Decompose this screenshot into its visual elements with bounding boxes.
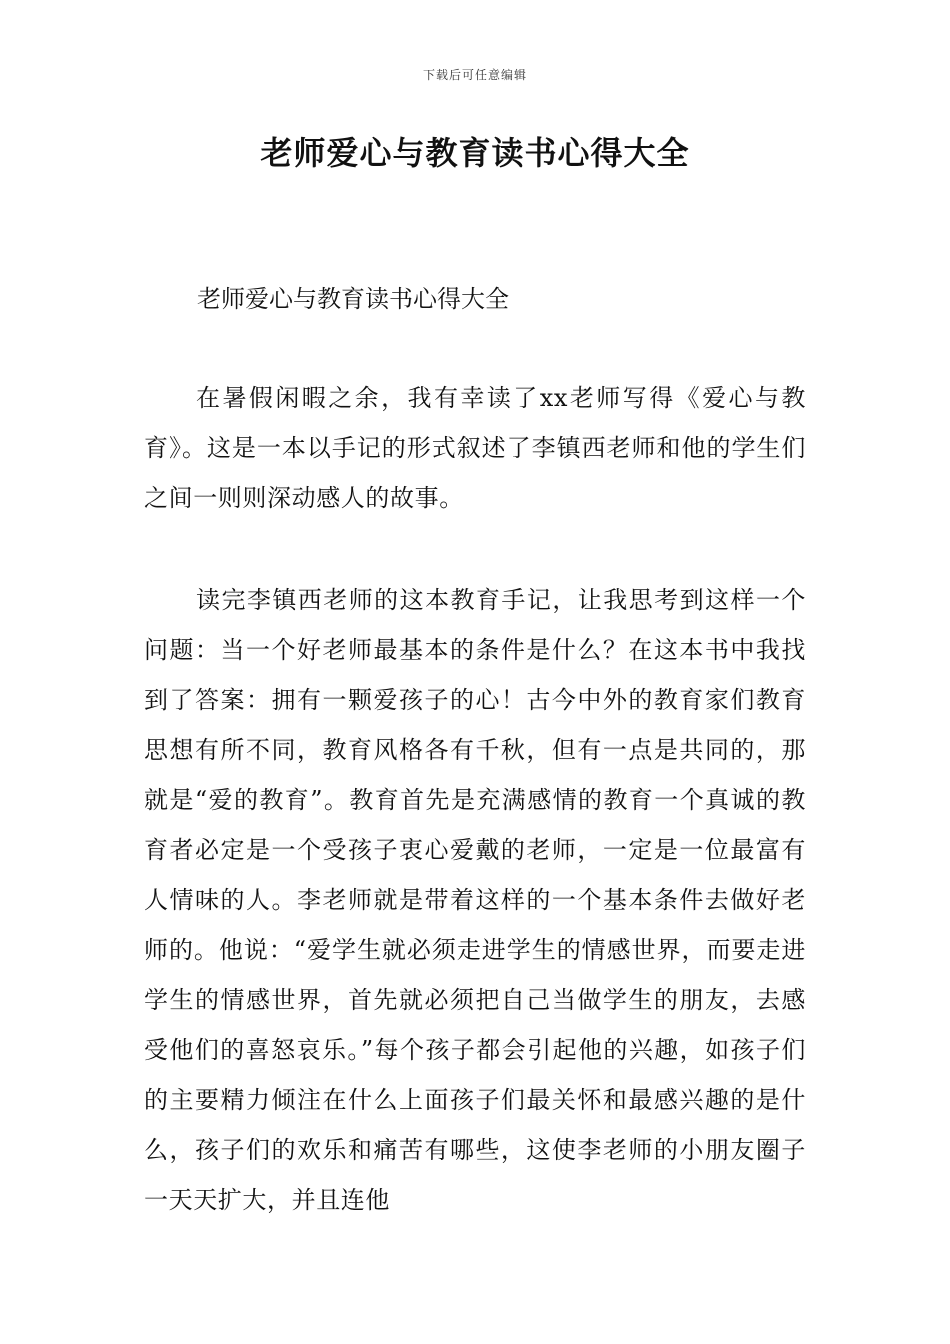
paragraph-2: 读完李镇西老师的这本教育手记，让我思考到这样一个问题：当一个好老师最基本的条件是什么？在这本书中我找到了答案：拥有一颗爱孩子的心！古今中外的教育家们教育思想有所不同，教育风格各有千秋，但有一点是共同的，那就是“爱的教育”。教育首先是充满感情的教育一个真诚的教育者必定是一个受孩子衷心爱戴的老师，一定是一位最富有人情味的人。李老师就是带着这样的一个基本条件去做好老师的。他说：“爱学生就必须走进学生的情感世界，而要走进学生的情感世界，首先就必须把自己当做学生的朋友，去感受他们的喜怒哀乐。”每个孩子都会引起他的兴趣，如孩子们的主要精力倾注在什么上面孩子们最关怀和最感兴趣的是什么，孩子们的欢乐和痛苦有哪些，这使李老师的小朋友圈子一天天扩大，并且连他 bbox=[144, 586, 806, 1214]
paragraph-1: 在暑假闲暇之余，我有幸读了xx老师写得《爱心与教育》。这是一本以手记的形式叙述了李镇西老师和他的学生们之间一则则深动感人的故事。 bbox=[144, 384, 806, 512]
document-subtitle: 老师爱心与教育读书心得大全 bbox=[197, 285, 509, 313]
document-title: 老师爱心与教育读书心得大全 bbox=[260, 134, 690, 172]
header-note: 下载后可任意编辑 bbox=[422, 68, 527, 82]
